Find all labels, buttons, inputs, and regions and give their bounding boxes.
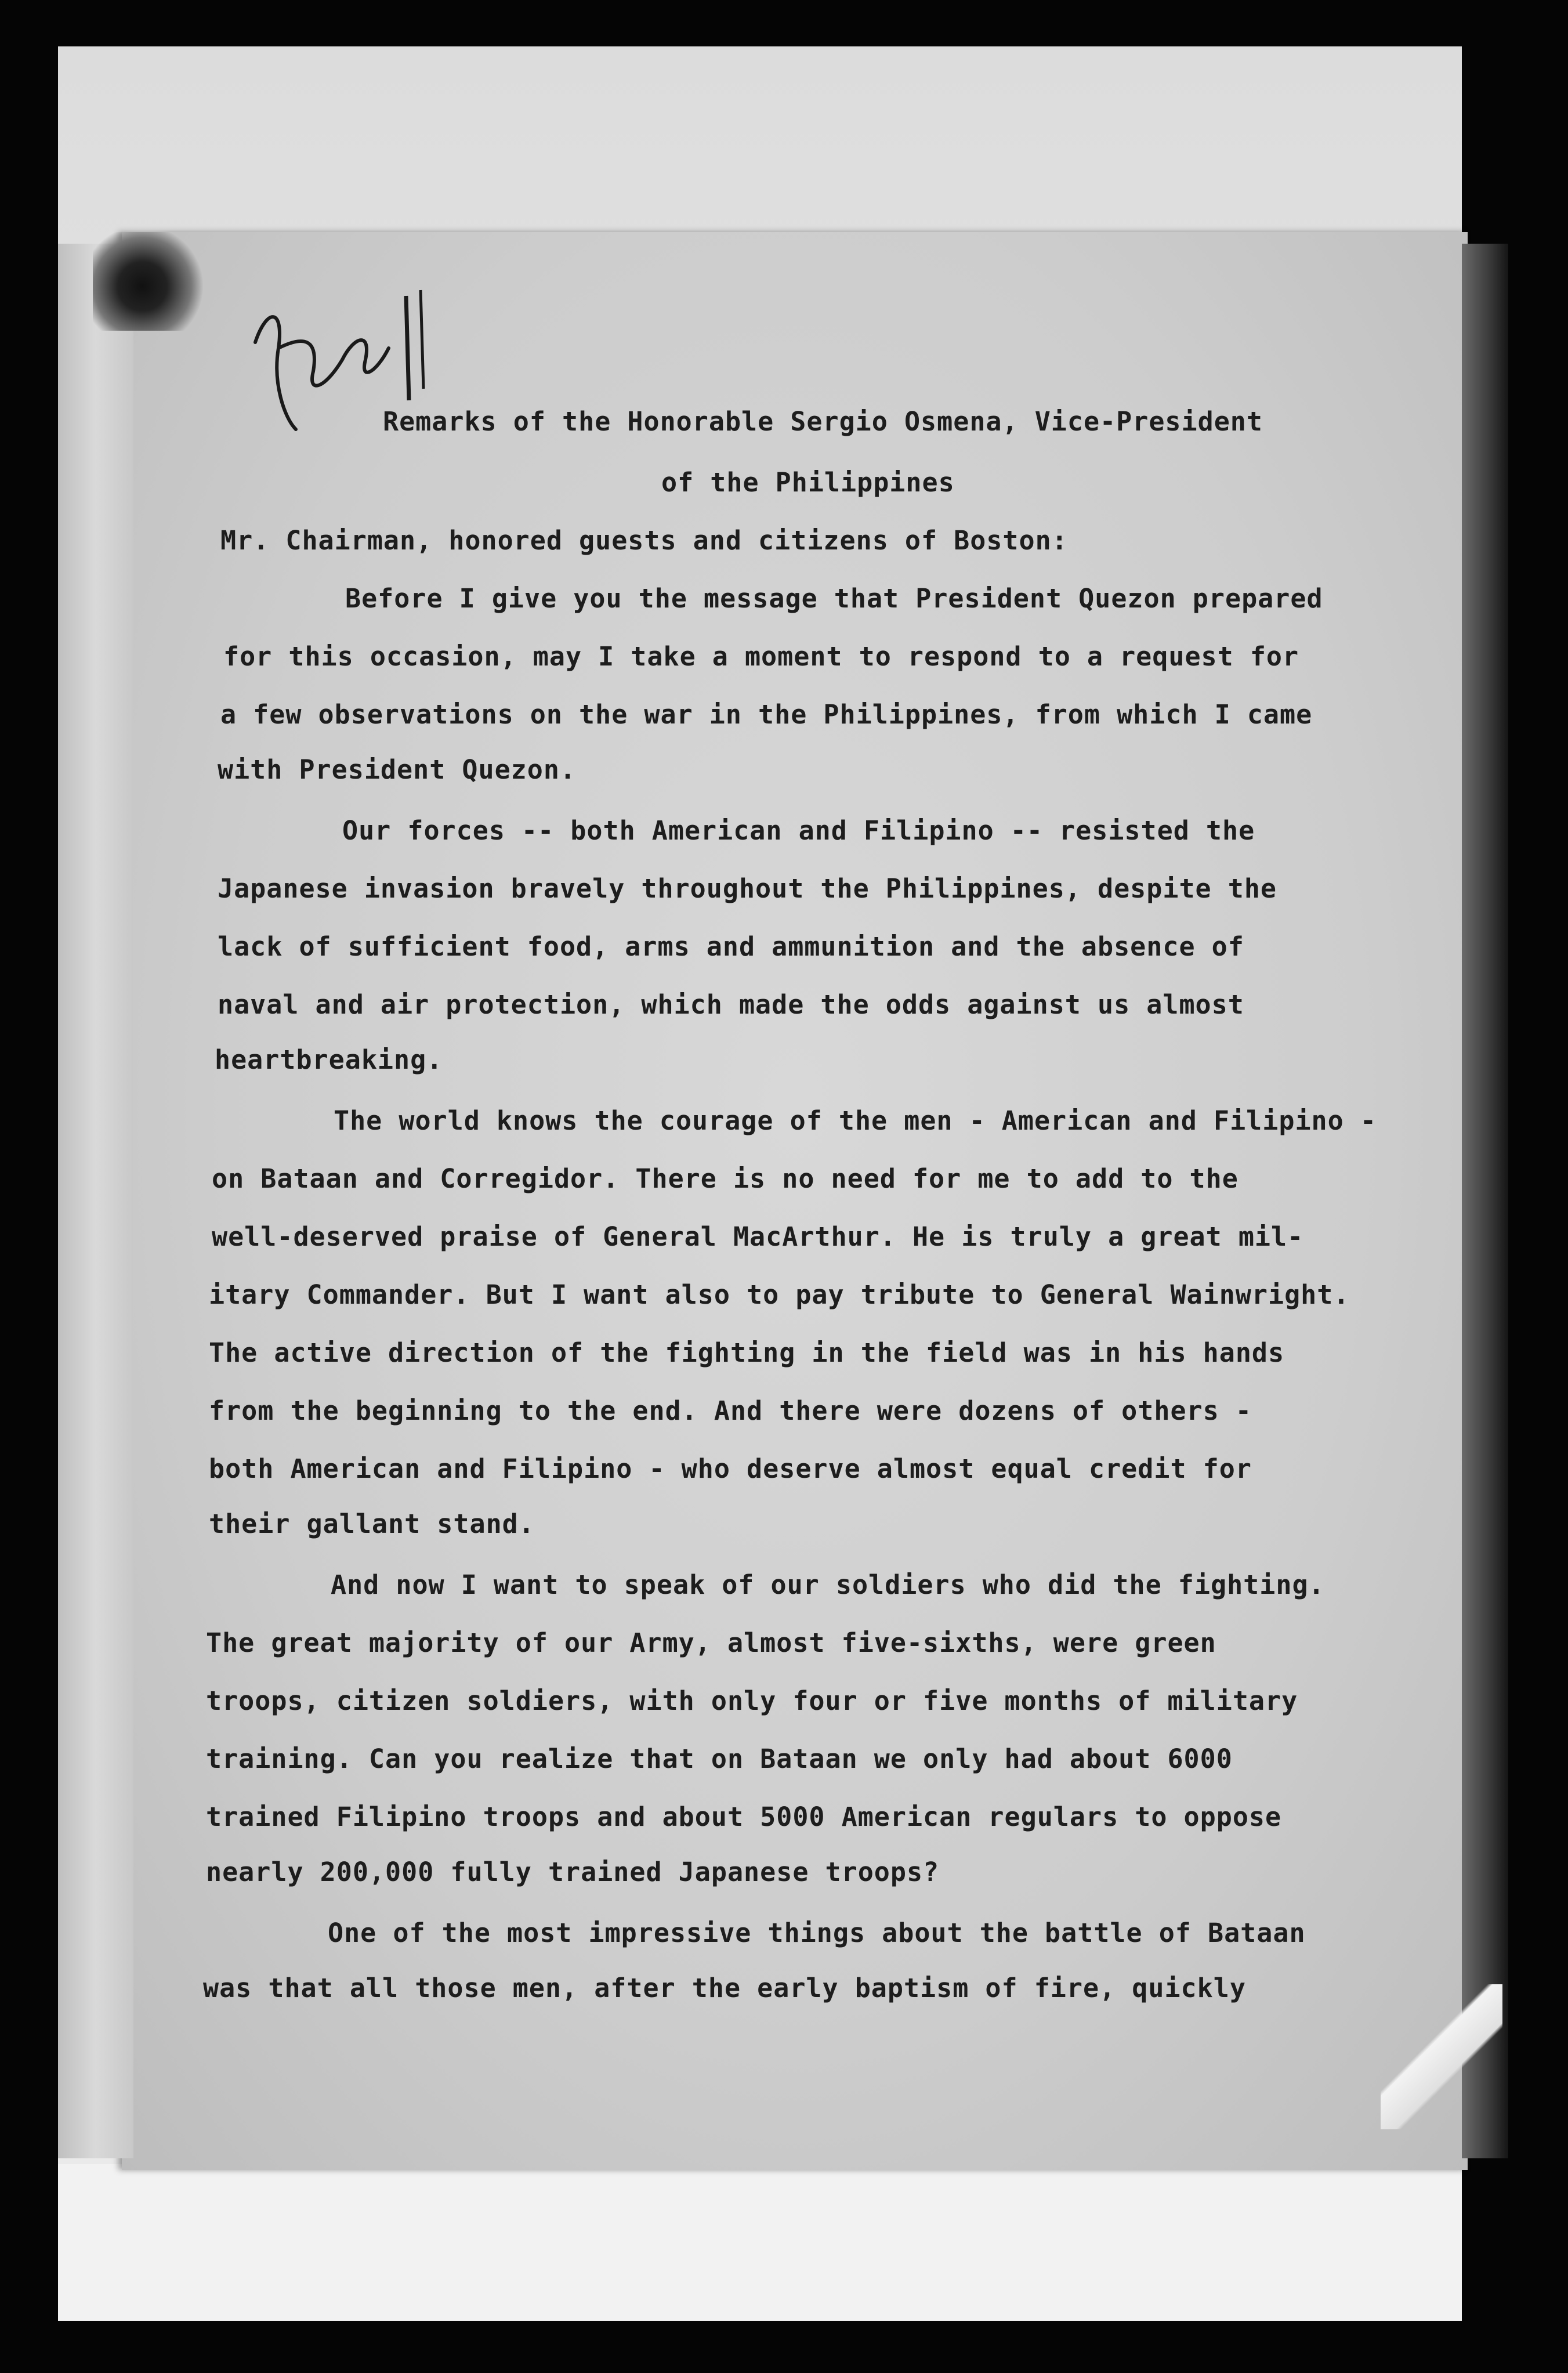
title-line-1: Remarks of the Honorable Sergio Osmena, Vice-President — [383, 406, 1263, 437]
text-line: with President Quezon. — [218, 754, 577, 785]
text-line: One of the most impressive things about the battle of Bataan — [328, 1918, 1306, 1948]
text-line: The world knows the courage of the men - American and Filipino - — [334, 1105, 1377, 1136]
text-line: their gallant stand. — [209, 1509, 535, 1539]
text-line: both American and Filipino - who deserve almost equal credit for — [209, 1453, 1252, 1484]
text-line: trained Filipino troops and about 5000 American regulars to oppose — [206, 1802, 1282, 1832]
text-line: heartbreaking. — [215, 1044, 443, 1075]
text-line: a few observations on the war in the Philippines, from which I came — [220, 699, 1313, 730]
text-line: The great majority of our Army, almost five-sixths, were green — [206, 1627, 1216, 1658]
text-line: And now I want to speak of our soldiers who did the fighting. — [331, 1569, 1325, 1600]
text-line: was that all those men, after the early baptism of fire, quickly — [203, 1973, 1246, 2003]
text-line: Before I give you the message that President Quezon prepared — [345, 583, 1323, 614]
text-line: on Bataan and Corregidor. There is no need for me to add to the — [212, 1163, 1239, 1194]
text-line: well-deserved praise of General MacArthur. He is truly a great mil- — [212, 1221, 1304, 1252]
text-line: Our forces -- both American and Filipino -- resisted the — [342, 815, 1255, 846]
salutation: Mr. Chairman, honored guests and citizens of Boston: — [220, 525, 1068, 556]
text-line: training. Can you realize that on Bataan we only had about 6000 — [206, 1743, 1233, 1774]
text-line: for this occasion, may I take a moment to respond to a request for — [223, 641, 1299, 672]
text-line: naval and air protection, which made the odds against us almost — [218, 989, 1244, 1020]
text-line: Japanese invasion bravely throughout the Philippines, despite the — [218, 873, 1277, 904]
text-line: troops, citizen soldiers, with only four or five months of military — [206, 1685, 1298, 1716]
text-line: The active direction of the fighting in the field was in his hands — [209, 1337, 1285, 1368]
text-line: itary Commander. But I want also to pay tribute to General Wainwright. — [209, 1279, 1350, 1310]
text-line: nearly 200,000 fully trained Japanese troops? — [206, 1857, 940, 1887]
text-line: lack of sufficient food, arms and ammunition and the absence of — [218, 931, 1244, 962]
title-line-2: of the Philippines — [661, 467, 955, 498]
text-line: from the beginning to the end. And there were dozens of others - — [209, 1395, 1252, 1426]
